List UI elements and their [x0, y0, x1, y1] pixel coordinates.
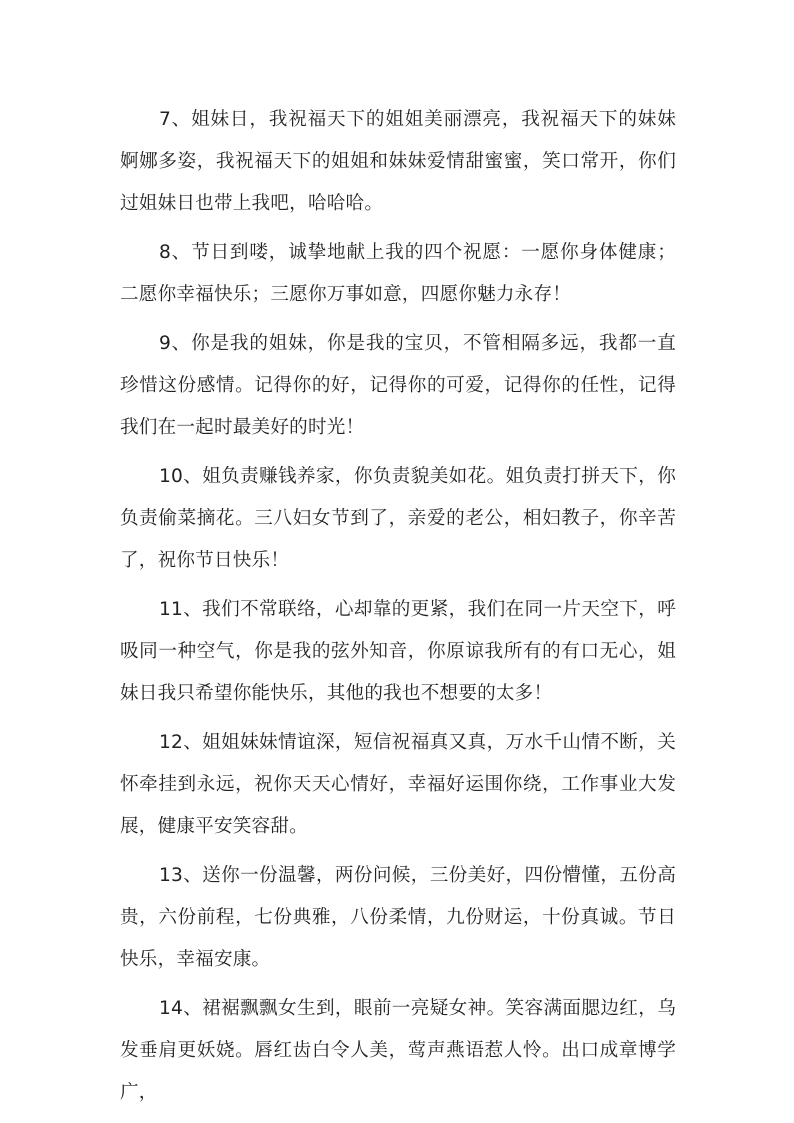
- paragraph-13: 13、送你一份温馨，两份问候，三份美好，四份懵懂，五份高贵，六份前程，七份典雅，八份柔情，九份财运，十份真诚。节日快乐，幸福安康。: [120, 865, 676, 970]
- paragraph-10: 10、姐负责赚钱养家，你负责貌美如花。姐负责打拼天下，你负责偷菜摘花。三八妇女节到了，亲爱的老公，相妇教子，你辛苦了，祝你节日快乐！: [120, 466, 676, 571]
- document-body: [120, 99, 676, 1121]
- paragraph-8: 8、节日到喽，诚挚地献上我的四个祝愿：一愿你身体健康；二愿你幸福快乐；三愿你万事如意，四愿你魅力永存！: [120, 242, 676, 305]
- paragraph-9: 9、你是我的姐妹，你是我的宝贝，不管相隔多远，我都一直珍惜这份感情。记得你的好，记得你的可爱，记得你的任性，记得我们在一起时最美好的时光！: [120, 333, 676, 438]
- paragraph-7: 7、姐妹日，我祝福天下的姐姐美丽漂亮，我祝福天下的妹妹婀娜多姿，我祝福天下的姐姐和妹妹爱情甜蜜蜜，笑口常开，你们过姐妹日也带上我吧，哈哈哈。: [120, 109, 676, 214]
- paragraph-12: 12、姐姐妹妹情谊深，短信祝福真又真，万水千山情不断，关怀牵挂到永远，祝你天天心情好，幸福好运围你绕，工作事业大发展，健康平安笑容甜。: [120, 732, 676, 837]
- paragraph-14: 14、裙裾飘飘女生到，眼前一亮疑女神。笑容满面腮边红，乌发垂肩更妖娆。唇红齿白令人美，莺声燕语惹人怜。出口成章博学广，: [120, 998, 676, 1103]
- paragraph-11: 11、我们不常联络，心却靠的更紧，我们在同一片天空下，呼吸同一种空气，你是我的弦外知音，你原谅我所有的有口无心，姐妹日我只希望你能快乐，其他的我也不想要的太多！: [120, 599, 676, 704]
